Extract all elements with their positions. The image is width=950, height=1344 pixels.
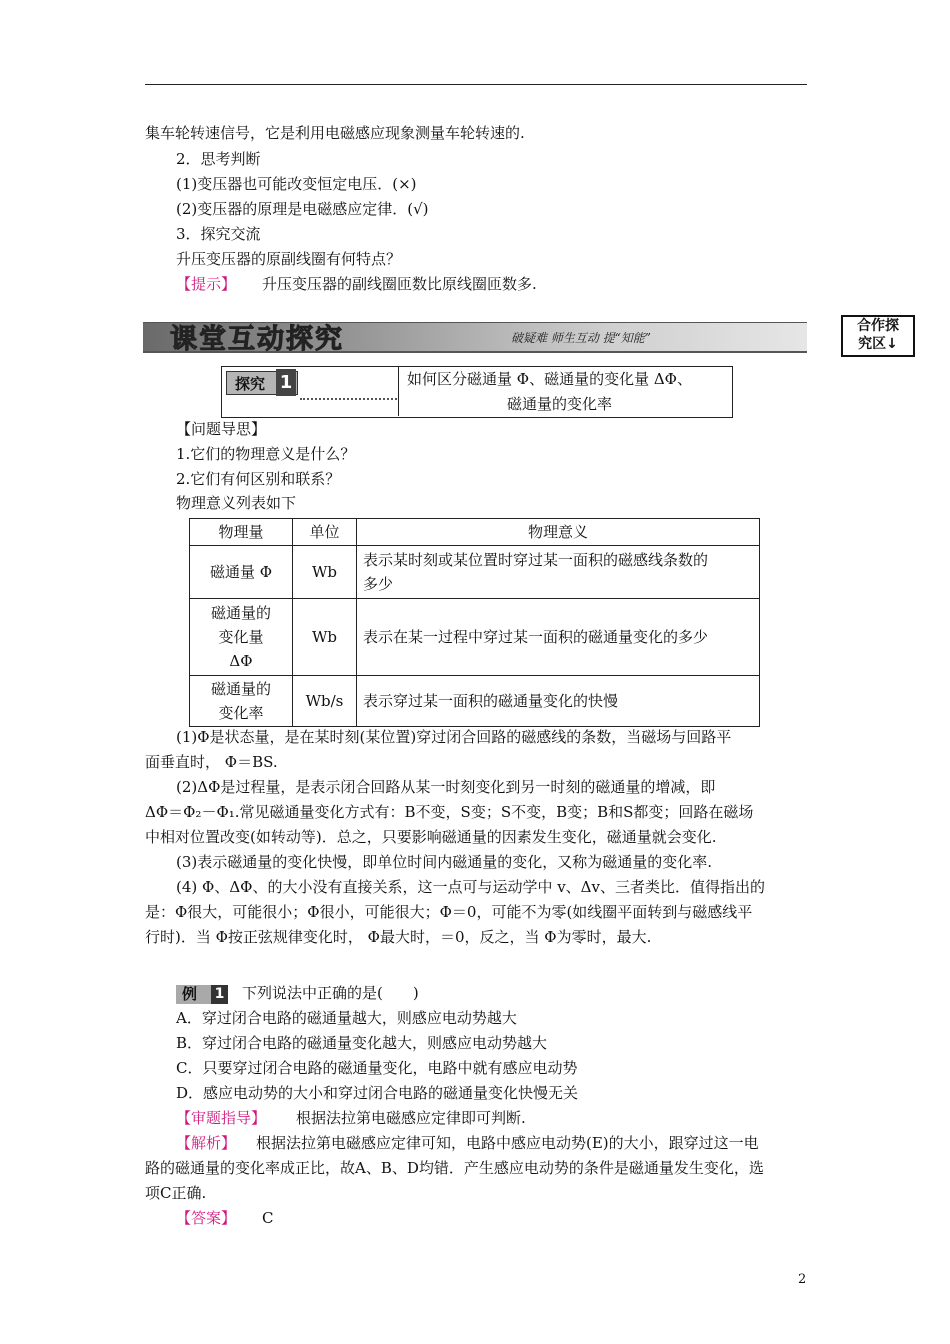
note-2-line-1: (2)ΔΦ是过程量，是表示闭合回路从某一时刻变化到另一时刻的磁通量的增减，即 [176, 778, 716, 796]
answer-text: C [262, 1209, 274, 1227]
table-cell-unit: Wb [293, 546, 357, 599]
table-header: 物理意义 [357, 519, 760, 546]
note-3: (3)表示磁通量的变化快慢，即单位时间内磁通量的变化，又称为磁通量的变化率. [176, 853, 713, 871]
judge-item-1: (1)变压器也可能改变恒定电压．(×) [176, 175, 417, 193]
analysis-line-3: 项C正确. [145, 1184, 207, 1202]
explore-title-line-1: 如何区分磁通量 Φ、磁通量的变化量 ΔΦ、 [407, 370, 692, 388]
table-intro: 物理意义列表如下 [176, 494, 297, 512]
coop-line-1: 合作探 [857, 318, 899, 334]
table-cell-quantity: 磁通量的 变化率 [190, 676, 293, 727]
explore-number: 1 [276, 369, 296, 396]
explore-dotted-line [300, 398, 397, 400]
table-cell-meaning: 表示穿过某一面积的磁通量变化的快慢 [357, 676, 760, 727]
banner-title: 课堂互动探究 [170, 324, 344, 355]
explore-question: 升压变压器的原副线圈有何特点？ [176, 250, 402, 268]
note-4-line-1: (4) Φ、ΔΦ、的大小没有直接关系，这一点可与运动学中 v、Δv、三者类比．值得指出的 [176, 878, 765, 896]
intro-line: 集车轮转速信号，它是利用电磁感应现象测量车轮转速的. [145, 124, 525, 142]
section-heading-3: 3．探究交流 [176, 225, 261, 243]
guide-tip-text: 根据法拉第电磁感应定律即可判断. [296, 1109, 526, 1127]
guide-question-2: 2.它们有何区别和联系？ [176, 470, 341, 488]
option-c: C．只要穿过闭合电路的磁通量变化，电路中就有感应电动势 [176, 1059, 578, 1077]
table-cell-unit: Wb [293, 599, 357, 676]
cooperation-zone-badge [841, 315, 915, 357]
option-d: D．感应电动势的大小和穿过闭合电路的磁通量变化快慢无关 [176, 1084, 579, 1102]
hint-text: 升压变压器的副线圈匝数比原线圈匝数多. [262, 275, 537, 293]
table-row [190, 676, 760, 727]
table-header-row [190, 519, 760, 546]
table-cell-meaning: 表示某时刻或某位置时穿过某一面积的磁感线条数的 多少 [357, 546, 760, 599]
explore-tag: 探究 [226, 371, 298, 395]
option-a: A．穿过闭合电路的磁通量越大，则感应电动势越大 [176, 1009, 517, 1027]
page-number: 2 [798, 1272, 807, 1287]
section-heading-2: 2．思考判断 [176, 150, 261, 168]
explore-title-line-2: 磁通量的变化率 [507, 395, 613, 413]
guide-tip-label: 【审题指导】 [176, 1109, 267, 1127]
guide-question-1: 1.它们的物理意义是什么？ [176, 445, 356, 463]
meaning-table [189, 518, 760, 727]
header-rule [145, 84, 807, 85]
table-cell-quantity: 磁通量 Φ [190, 546, 293, 599]
table-row [190, 599, 760, 676]
note-4-line-2: 是：Φ很大，可能很小；Φ很小，可能很大；Φ＝0，可能不为零(如线圈平面转到与磁感线平 [145, 903, 753, 921]
hint-label: 【提示】 [176, 275, 237, 293]
example-stem: 下列说法中正确的是( ) [242, 984, 419, 1002]
coop-line-2: 究区↓ [858, 336, 898, 352]
answer-label: 【答案】 [176, 1209, 237, 1227]
explore-divider [398, 366, 399, 416]
analysis-line-2: 路的磁通量的变化率成正比，故A、B、D均错．产生感应电动势的条件是磁通量发生变化，选 [145, 1159, 764, 1177]
table-cell-unit: Wb/s [293, 676, 357, 727]
analysis-line-1: 根据法拉第电磁感应定律可知，电路中感应电动势(E)的大小，跟穿过这一电 [256, 1134, 759, 1152]
table-header: 物理量 [190, 519, 293, 546]
example-number: 1 [211, 985, 228, 1004]
table-row [190, 546, 760, 599]
table-cell-quantity: 磁通量的 变化量 ΔΦ [190, 599, 293, 676]
note-4-line-3: 行时)．当 Φ按正弦规律变化时， Φ最大时，＝0，反之，当 Φ为零时，最大. [145, 928, 652, 946]
note-1-line-1: (1)Φ是状态量，是在某时刻(某位置)穿过闭合回路的磁感线的条数，当磁场与回路平 [176, 728, 732, 746]
banner-subtitle: 破疑难 师生互动 提“知能” [511, 331, 651, 345]
guide-label: 【问题导思】 [176, 420, 267, 438]
judge-item-2: (2)变压器的原理是电磁感应定律．(√) [176, 200, 429, 218]
table-header: 单位 [293, 519, 357, 546]
note-2-line-3: 中相对位置改变(如转动等)．总之，只要影响磁通量的因素发生变化，磁通量就会变化. [145, 828, 717, 846]
note-2-line-2: ΔΦ＝Φ₂－Φ₁.常见磁通量变化方式有：B不变，S变；S不变，B变；B和S都变；回路在磁场 [145, 803, 754, 821]
example-tag: 例 [176, 985, 228, 1004]
note-1-line-2: 面垂直时， Φ＝BS. [145, 753, 278, 771]
analysis-label: 【解析】 [176, 1134, 237, 1152]
table-cell-meaning: 表示在某一过程中穿过某一面积的磁通量变化的多少 [357, 599, 760, 676]
option-b: B．穿过闭合电路的磁通量变化越大，则感应电动势越大 [176, 1034, 548, 1052]
